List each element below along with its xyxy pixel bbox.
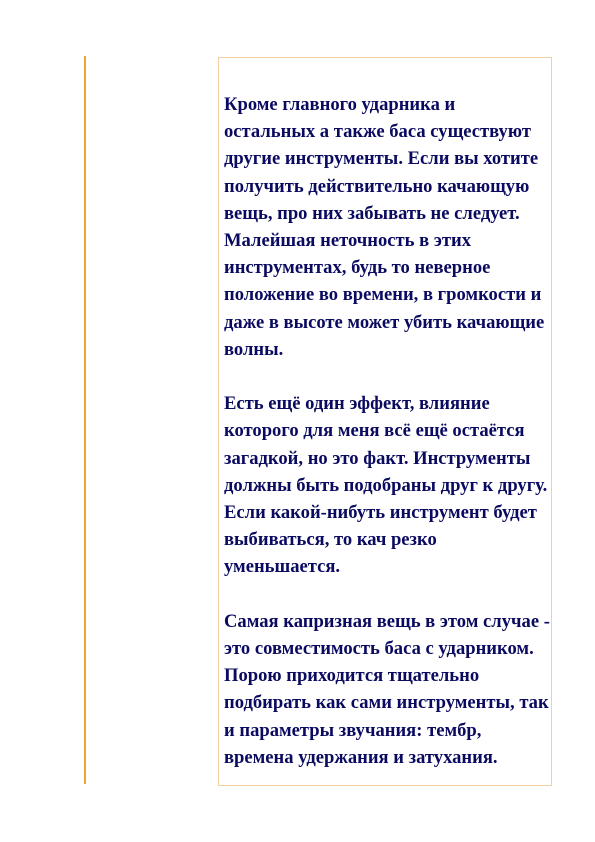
margin-rule — [84, 56, 86, 784]
text-line: получить действительно качающую — [224, 175, 530, 197]
text-line: положение во времени, в громкости и — [224, 284, 542, 306]
text-line: Если какой-нибуть инструмент будет — [224, 502, 537, 524]
text-line: Кроме главного ударника и — [224, 94, 456, 115]
text-line: уменьшается. — [224, 556, 341, 578]
text-line: Малейшая неточность в этих — [224, 230, 472, 252]
paragraph-2 — [224, 390, 547, 580]
text-line: Порою приходится тщательно — [224, 665, 480, 687]
text-line: другие инструменты. Если вы хотите — [224, 148, 539, 170]
text-line: времена удержания и затухания. — [224, 746, 498, 768]
text-line: загадкой, но это факт. Инструменты — [224, 447, 531, 469]
text-line: Есть ещё один эффект, влияние — [224, 393, 490, 415]
text-line: и параметры звучания: тембр, — [224, 719, 482, 741]
text-line: остальных а также баса существуют — [224, 121, 531, 143]
paragraph-3 — [224, 608, 550, 771]
text-line: инструментах, будь то неверное — [224, 257, 491, 279]
text-line: даже в высоте может убить качающие — [224, 311, 545, 333]
text-box — [218, 57, 552, 786]
text-line: это совместимость баса с ударником. — [224, 638, 534, 660]
text-line: Самая капризная вещь в этом случае - — [224, 610, 550, 632]
text-line: выбиваться, то кач резко — [224, 529, 437, 551]
text-line: которого для меня всё ещё остаётся — [224, 420, 525, 442]
text-line: волны. — [224, 338, 284, 360]
text-line: подбирать как сами инструменты, так — [224, 692, 549, 714]
text-line: вещь, про них забывать не следует. — [224, 202, 520, 224]
text-line: должны быть подобраны друг к другу. — [224, 474, 548, 496]
paragraph-1 — [224, 91, 547, 363]
